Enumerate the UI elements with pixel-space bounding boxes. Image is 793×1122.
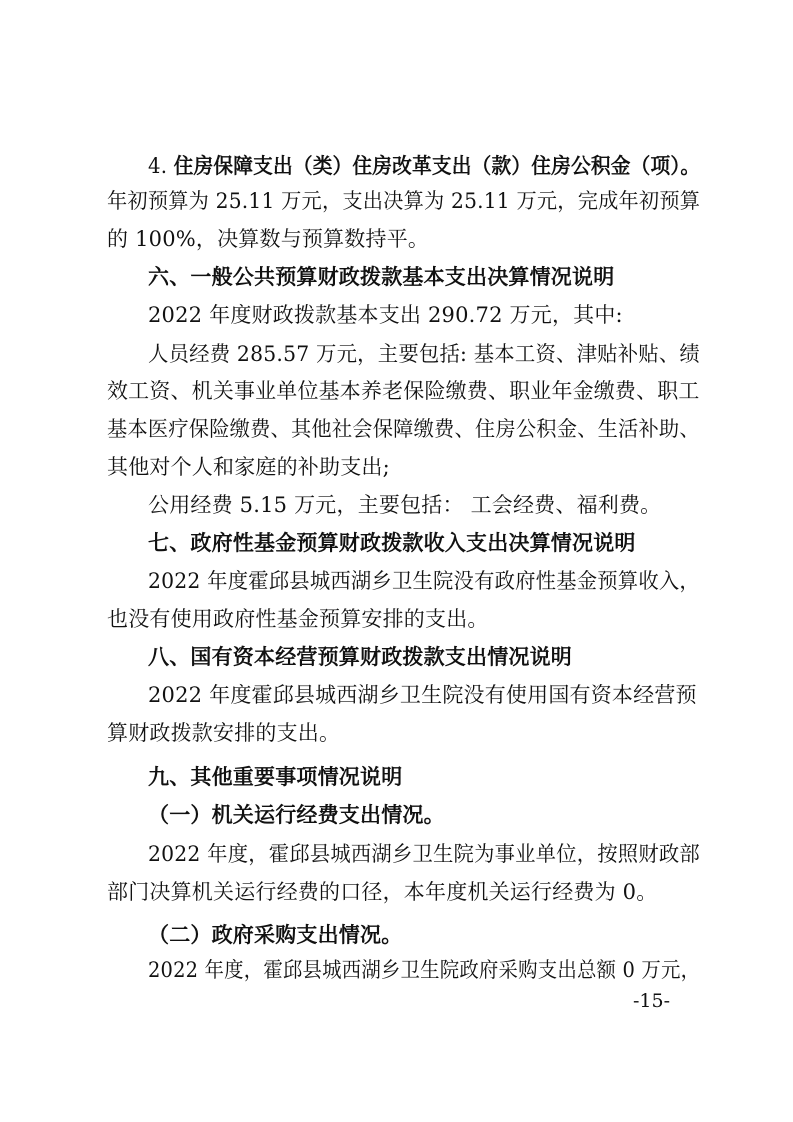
section-eight-line-1: 2022 年度霍邱县城西湖乡卫生院没有使用国有资本经营预 [148,683,697,707]
housing-item-number: 4. [148,154,168,178]
section-seven-heading: 七、政府性基金预算财政拨款收入支出决算情况说明 [148,531,636,555]
section-six-line-3: 效工资、机关事业单位基本养老保险缴费、职业年金缴费、职工 [107,379,700,403]
housing-item-title: 住房保障支出（类）住房改革支出（款）住房公积金（项）。 [173,154,701,178]
housing-text-line-1: 年初预算为 25.11 万元，支出决算为 25.11 万元，完成年初预算 [107,189,701,213]
section-seven-line-1: 2022 年度霍邱县城西湖乡卫生院没有政府性基金预算收入， [148,569,700,593]
section-six-line-5: 其他对个人和家庭的补助支出; [107,455,390,479]
section-eight-line-2: 算财政拨款安排的支出。 [107,721,341,745]
section-nine-heading: 九、其他重要事项情况说明 [148,765,403,789]
section-nine-sub2-title: （二）政府采购支出情况。 [148,923,403,947]
section-six-heading: 六、一般公共预算财政拨款基本支出决算情况说明 [148,265,615,289]
section-nine-sub1-title: （一）机关运行经费支出情况。 [148,803,445,827]
section-six-line-1: 2022 年度财政拨款基本支出 290.72 万元，其中: [148,303,623,327]
section-six-line-6: 公用经费 5.15 万元，主要包括： 工会经费、福利费。 [148,493,662,517]
housing-text-line-2: 的 100%，决算数与预算数持平。 [107,227,430,251]
section-seven-line-2: 也没有使用政府性基金预算安排的支出。 [107,607,489,631]
section-nine-sub1-line-1: 2022 年度，霍邱县城西湖乡卫生院为事业单位，按照财政部 [148,842,700,866]
section-six-line-4: 基本医疗保险缴费、其他社会保障缴费、住房公积金、生活补助、 [107,417,700,441]
page-number: -15- [633,990,671,1012]
section-nine-sub1-line-2: 部门决算机关运行经费的口径，本年度机关运行经费为 0。 [107,880,658,904]
section-nine-sub2-line-1: 2022 年度，霍邱县城西湖乡卫生院政府采购支出总额 0 万元， [148,958,701,982]
section-eight-heading: 八、国有资本经营预算财政拨款支出情况说明 [148,645,572,669]
section-six-line-2: 人员经费 285.57 万元，主要包括: 基本工资、津贴补贴、绩 [148,342,700,366]
housing-item-title-line [148,151,700,181]
